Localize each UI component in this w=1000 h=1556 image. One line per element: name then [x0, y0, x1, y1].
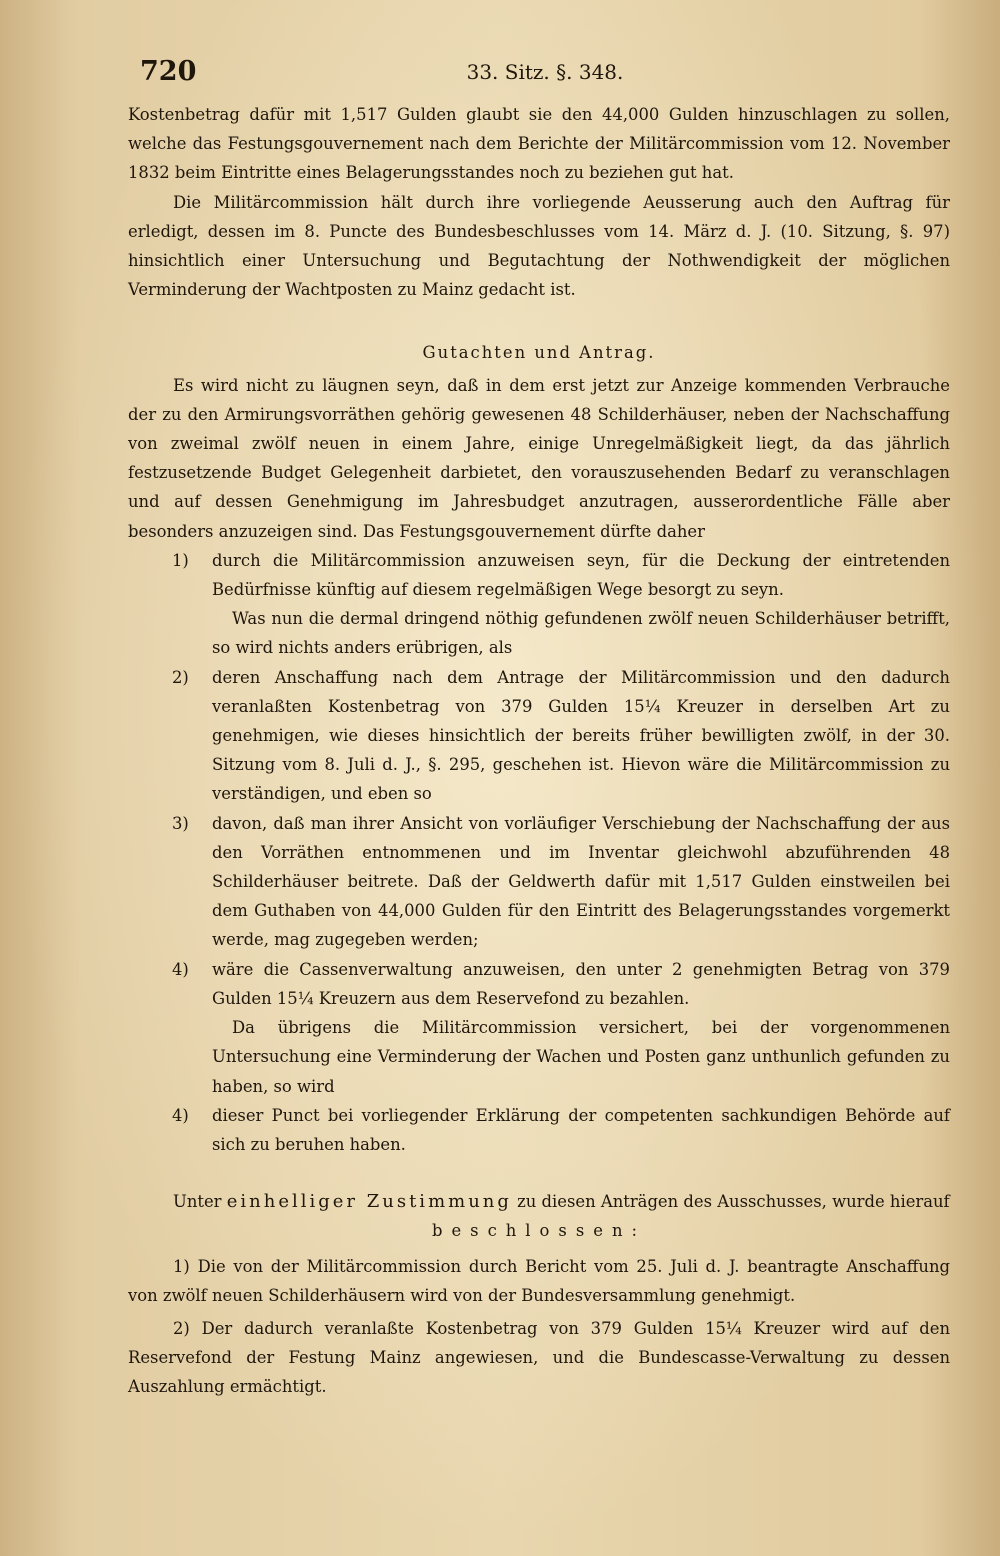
paragraph-opinion: Es wird nicht zu läugnen seyn, daß in dem erst jetzt zur Anzeige kommenden Verbrauche der zu den Armirungsvorräthen gehörig gewesenen 48 Schilderhäuser, neben der Nachschaffung von zweimal zwölf neuen in einem Jahre, einige Unregelmäßigkeit liegt, da das jährlich festzusetzende Budget Gelegenheit darbietet, den vorauszusehenden Bedarf zu veranschlagen und auf dessen Genehmigung im Jahresbudget anzutragen, ausserordentliche Fälle aber besonders anzuzeigen sind. Das Festungsgouvernement dürfte daher: [128, 375, 950, 541]
list-item-number: 1): [172, 550, 189, 570]
section-heading: Gutachten und Antrag.: [422, 343, 656, 363]
list-item: [172, 663, 950, 809]
page-number: 720: [140, 56, 197, 87]
subparagraph-inspection: Da übrigens die Militärcommission versichert, bei der vorgenommenen Untersuchung eine Verminderung der Wachen und Posten ganz unthunlich gefunden zu haben, so wird: [212, 1018, 950, 1096]
resolution-item: [128, 1252, 950, 1310]
list-item-text: wäre die Cassenverwaltung anzuweisen, den unter 2 genehmigten Betrag von 379 Gulden 15¼ Kreuzern aus dem Reservefond zu bezahlen.: [212, 959, 950, 1008]
list-item: [172, 955, 950, 1013]
resolution-item-number: 1): [173, 1256, 190, 1276]
list-item: [172, 546, 950, 604]
list-item: [172, 809, 950, 955]
list-item-number: 4): [172, 959, 189, 979]
paragraph-military-commission: Die Militärcommission hält durch ihre vorliegende Aeusserung auch den Auftrag für erledigt, dessen im 8. Puncte des Bundesbeschlusses vom 14. März d. J. (10. Sitzung, §. 97) hinsichtlich einer Untersuchung und Begutachtung der Nothwendigkeit der möglichen Verminderung der Wachtposten zu Mainz gedacht ist.: [128, 192, 950, 300]
list-item-text: davon, daß man ihrer Ansicht von vorläufiger Verschiebung der Nachschaffung der aus den Vorräthen entnommenen und im Inventar gleichwohl abzuführenden 48 Schilderhäuser beitrete. Daß der Geldwerth dafür mit 1,517 Gulden einstweilen bei dem Guthaben von 44,000 Gulden für den Eintritt des Belagerungsstandes vorgemerkt werde, mag zugegeben werden;: [212, 813, 950, 950]
resolution-item-text: Die von der Militärcommission durch Bericht vom 25. Juli d. J. beantragte Anschaffung von zwölf neuen Schilderhäusern wird von der Bundesversammlung genehmigt.: [128, 1256, 950, 1305]
resolution-unanimous: einhelliger Zustimmung: [226, 1191, 512, 1213]
list-item-number: 2): [172, 667, 189, 687]
resolution-item: [128, 1314, 950, 1402]
resolution-item-text: Der dadurch veranlaßte Kostenbetrag von 379 Gulden 15¼ Kreuzer wird auf den Reservefond der Festung Mainz angewiesen, und die Bundescasse-Verwaltung zu dessen Auszahlung ermächtigt.: [128, 1318, 950, 1397]
list-item-text: durch die Militärcommission anzuweisen seyn, für die Deckung der eintretenden Bedürfnisse künftig auf diesem regelmäßigen Wege besorgt zu seyn.: [212, 550, 950, 600]
list-item: [172, 1101, 950, 1159]
running-head: 33. Sitz. §. 348.: [466, 60, 624, 84]
list-item-number: 4): [172, 1105, 189, 1125]
resolution-resolved: beschlossen:: [431, 1221, 647, 1241]
page-header: [140, 56, 950, 92]
page-body: [128, 100, 950, 1402]
list-item-number: 3): [172, 813, 189, 833]
resolution-rest: zu diesen Anträgen des Ausschusses, wurde hierauf: [517, 1192, 950, 1212]
resolution-intro: [128, 1187, 950, 1216]
list-item-text: dieser Punct bei vorliegender Erklärung der competenten sachkundigen Behörde auf sich zu beruhen haben.: [212, 1105, 950, 1154]
list-item-text: deren Anschaffung nach dem Antrage der Militärcommission und den dadurch veranlaßten Kostenbetrag von 379 Gulden 15¼ Kreuzer in derselben Art zu genehmigen, wie dieses hinsichtlich der bereits früher bewilligten zwölf, in der 30. Sitzung vom 8. Juli d. J., §. 295, geschehen ist. Hievon wäre die Militärcommission zu verständigen, und eben so: [212, 667, 950, 804]
subparagraph-watch-houses: Was nun die dermal dringend nöthig gefundenen zwölf neuen Schilderhäuser betrifft, so wird nichts anders erübrigen, als: [212, 609, 950, 658]
paragraph-cost: Kostenbetrag dafür mit 1,517 Gulden glaubt sie den 44,000 Gulden hinzuschlagen zu sollen, welche das Festungsgouvernement nach dem Berichte der Militärcommission vom 12. November 1832 beim Eintritte eines Belagerungsstandes noch zu beziehen gut hat.: [128, 105, 950, 183]
resolution-lead: Unter: [173, 1192, 222, 1212]
resolution-item-number: 2): [173, 1318, 190, 1338]
